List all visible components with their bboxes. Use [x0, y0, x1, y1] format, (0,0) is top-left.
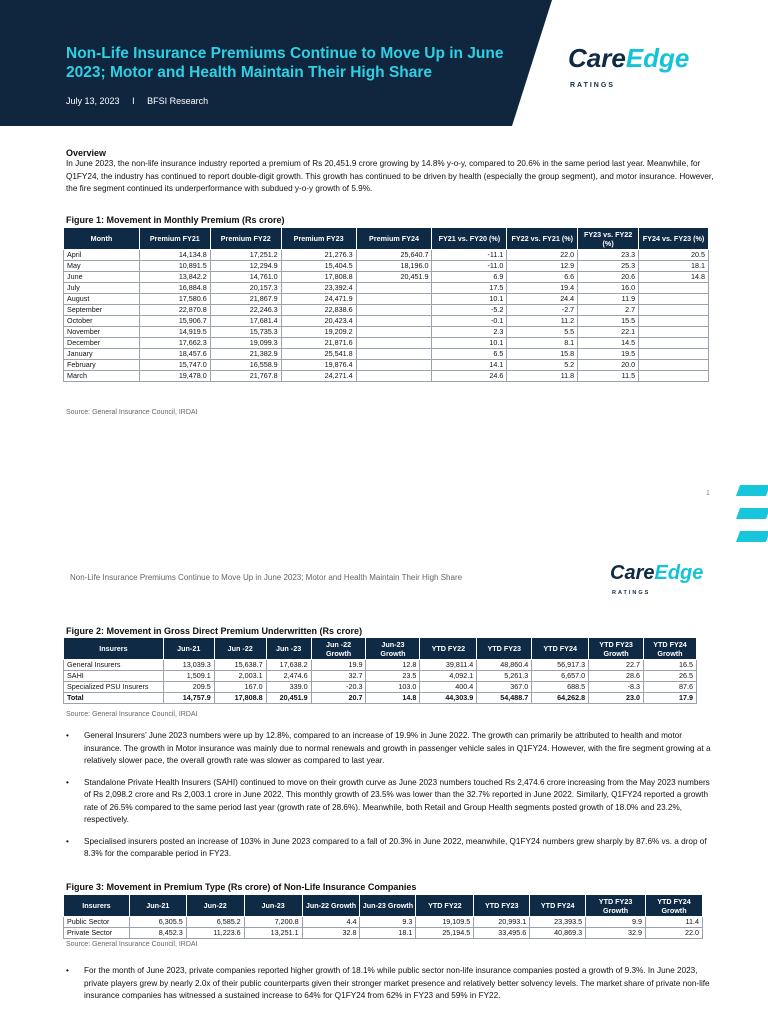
table-cell: 23,393.5: [530, 917, 586, 928]
table-cell: October: [64, 316, 140, 327]
careedge-logo: [610, 563, 703, 603]
table-cell: 167.0: [214, 682, 266, 693]
table-cell: February: [64, 360, 140, 371]
table-cell: 19,209.2: [281, 327, 356, 338]
column-header: YTD FY23 Growth: [589, 638, 644, 660]
table-cell: 22.7: [589, 660, 644, 671]
table-cell: 24.6: [432, 371, 507, 382]
table-cell: 18.1: [639, 261, 709, 272]
table-row: [64, 928, 703, 939]
column-header: Jun -22 Growth: [311, 638, 366, 660]
table-cell: 20,451.9: [266, 693, 311, 704]
logo-edge-text: Edge: [654, 562, 704, 584]
table-cell: [356, 283, 432, 294]
table-row: [64, 305, 709, 316]
table-cell: Public Sector: [64, 917, 130, 928]
table-cell: [639, 371, 709, 382]
table-row: [64, 283, 709, 294]
column-header: Jun-23: [244, 895, 302, 917]
table-cell: 19,478.0: [139, 371, 210, 382]
column-header: YTD FY23 Growth: [586, 895, 646, 917]
column-header: FY22 vs. FY21 (%): [507, 228, 578, 250]
table-cell: [356, 294, 432, 305]
table-cell: 20,993.1: [474, 917, 530, 928]
column-header: YTD FY23: [477, 638, 532, 660]
table-cell: [639, 316, 709, 327]
column-header: Jun-23 Growth: [360, 895, 416, 917]
column-header: YTD FY24 Growth: [644, 638, 697, 660]
table-cell: -8.3: [589, 682, 644, 693]
overview-paragraph: In June 2023, the non-life insurance industry reported a premium of Rs 20,451.9 crore growing by 14.8% y-o-y, compared to 20.6% in the same period last year. Meanwhile, for Q1FY24, the industry has continued to report double-digit growth. This growth has continued to be driven by health (especially the group segment), and motor insurance. However, the fire segment continued its underperformance with subdued y-o-y growth of 5.9%.: [66, 159, 714, 193]
table-cell: [356, 305, 432, 316]
table-cell: Total: [64, 693, 164, 704]
table-cell: 6.5: [432, 349, 507, 360]
table-cell: 14.5: [578, 338, 639, 349]
table-cell: 9.9: [586, 917, 646, 928]
logo-ratings-text: RATINGS: [570, 82, 615, 89]
table-cell: 26.5: [644, 671, 697, 682]
table-cell: 21,382.9: [210, 349, 281, 360]
column-header: Jun-21: [163, 638, 214, 660]
table-cell: 7,200.8: [244, 917, 302, 928]
column-header: Jun-21: [129, 895, 186, 917]
table-row: [64, 261, 709, 272]
column-header: FY24 vs. FY23 (%): [639, 228, 709, 250]
table-cell: 28.6: [589, 671, 644, 682]
table-cell: 48,860.4: [477, 660, 532, 671]
table-cell: 12.8: [366, 660, 420, 671]
column-header: Insurers: [64, 895, 130, 917]
table-cell: 15.8: [507, 349, 578, 360]
table-cell: 16,884.8: [139, 283, 210, 294]
table-cell: 4,092.1: [420, 671, 477, 682]
column-header: YTD FY24: [532, 638, 589, 660]
table-cell: -0.1: [432, 316, 507, 327]
table-cell: 11.2: [507, 316, 578, 327]
logo-care-text: Care: [610, 562, 655, 584]
table-cell: -11.0: [432, 261, 507, 272]
table-row: [64, 360, 709, 371]
table-cell: 25,194.5: [416, 928, 474, 939]
table-cell: 14.1: [432, 360, 507, 371]
table-cell: 367.0: [477, 682, 532, 693]
column-header: Premium FY24: [356, 228, 432, 250]
table-row: [64, 338, 709, 349]
table-cell: 20,451.9: [356, 272, 432, 283]
table-cell: [639, 349, 709, 360]
table-cell: 2.7: [578, 305, 639, 316]
table-cell: 20.0: [578, 360, 639, 371]
table-cell: 14,761.0: [210, 272, 281, 283]
table-cell: 9.3: [360, 917, 416, 928]
table-cell: 16.0: [578, 283, 639, 294]
table-cell: 13,842.2: [139, 272, 210, 283]
column-header: Month: [64, 228, 140, 250]
table-cell: [356, 316, 432, 327]
column-header: Jun -23: [266, 638, 311, 660]
overview-heading: Overview: [66, 148, 107, 158]
table-cell: 14,757.9: [163, 693, 214, 704]
column-header: FY23 vs. FY22 (%): [578, 228, 639, 250]
table-cell: 19.4: [507, 283, 578, 294]
table-cell: [639, 327, 709, 338]
table-cell: 21,276.3: [281, 250, 356, 261]
table-row: [64, 316, 709, 327]
table-cell: 32.7: [311, 671, 366, 682]
table-cell: 44,303.9: [420, 693, 477, 704]
table-row: [64, 250, 709, 261]
table-cell: November: [64, 327, 140, 338]
table-cell: 20.6: [578, 272, 639, 283]
table-cell: 16.5: [644, 660, 697, 671]
table-cell: [639, 283, 709, 294]
table-cell: March: [64, 371, 140, 382]
table-cell: 6,657.0: [532, 671, 589, 682]
table-cell: 15,906.7: [139, 316, 210, 327]
table-cell: 20,423.4: [281, 316, 356, 327]
table-cell: 17,808.8: [281, 272, 356, 283]
table-cell: 13,251.1: [244, 928, 302, 939]
table-cell: 24,271.4: [281, 371, 356, 382]
table-cell: 64,262.8: [532, 693, 589, 704]
figure1-header-row: [64, 228, 709, 250]
decor-stripe: [736, 485, 768, 496]
document-meta: [66, 96, 218, 106]
table-row: [64, 272, 709, 283]
column-header: YTD FY22: [420, 638, 477, 660]
table-cell: 2,003.1: [214, 671, 266, 682]
table-row: [64, 671, 697, 682]
figure1-caption: Figure 1: Movement in Monthly Premium (Rs crore): [66, 215, 285, 225]
table-cell: 5.5: [507, 327, 578, 338]
table-cell: 21,767.8: [210, 371, 281, 382]
table-cell: 19,876.4: [281, 360, 356, 371]
page-number: 1: [706, 490, 710, 497]
figure3-header-row: [64, 895, 703, 917]
table-cell: August: [64, 294, 140, 305]
figure2-caption: Figure 2: Movement in Gross Direct Premium Underwritten (Rs crore): [66, 626, 363, 636]
table-cell: December: [64, 338, 140, 349]
table-cell: 103.0: [366, 682, 420, 693]
table-cell: 21,871.6: [281, 338, 356, 349]
table-cell: 15.5: [578, 316, 639, 327]
table-cell: 21,867.9: [210, 294, 281, 305]
table-cell: 17,580.6: [139, 294, 210, 305]
table-cell: September: [64, 305, 140, 316]
column-header: Premium FY21: [139, 228, 210, 250]
column-header: FY21 vs. FY20 (%): [432, 228, 507, 250]
table-cell: 23.3: [578, 250, 639, 261]
table-cell: 400.4: [420, 682, 477, 693]
running-head: Non-Life Insurance Premiums Continue to Move Up in June 2023; Motor and Health Maintain Their High Share: [70, 573, 463, 582]
table-cell: 22.0: [507, 250, 578, 261]
table-row: [64, 682, 697, 693]
figure1-source: Source: General Insurance Council, IRDAI: [66, 409, 198, 416]
table-row: [64, 349, 709, 360]
table-cell: 19.9: [311, 660, 366, 671]
decor-stripe: [736, 531, 768, 542]
table-cell: 6,305.5: [129, 917, 186, 928]
document-department: BFSI Research: [147, 96, 209, 106]
column-header: YTD FY24: [530, 895, 586, 917]
table-cell: 18,457.6: [139, 349, 210, 360]
table-cell: 13,039.3: [163, 660, 214, 671]
table-cell: 17.9: [644, 693, 697, 704]
table-cell: 24,471.9: [281, 294, 356, 305]
table-cell: 17,662.3: [139, 338, 210, 349]
table-cell: 23,392.4: [281, 283, 356, 294]
meta-separator: I: [132, 96, 135, 106]
table-cell: 39,811.4: [420, 660, 477, 671]
table-cell: 11,223.6: [186, 928, 244, 939]
table-cell: 14.8: [366, 693, 420, 704]
table-cell: 339.0: [266, 682, 311, 693]
table-cell: 17,808.8: [214, 693, 266, 704]
table-row: [64, 294, 709, 305]
logo-edge-text: Edge: [625, 43, 690, 73]
figure2-table: [63, 637, 697, 704]
table-cell: April: [64, 250, 140, 261]
figure3-table: [63, 894, 703, 939]
table-cell: 15,747.0: [139, 360, 210, 371]
table-cell: 1,509.1: [163, 671, 214, 682]
table-cell: 17,681.4: [210, 316, 281, 327]
list-item: • For the month of June 2023, private companies reported higher growth of 18.1% while public sector non-life insurance companies posted a growth of 9.3%. In June 2023, private players grew by nearly 2.0x of their public counterparts given their stronger market presence and relatively better solvency levels. The market share of private non-life insurance companies has witnessed a sustained increase to 64% for Q1FY24 from 62% in FY23 and 59% in FY22.: [66, 965, 716, 1003]
table-cell: 14.8: [639, 272, 709, 283]
table-row: [64, 660, 697, 671]
table-cell: June: [64, 272, 140, 283]
table-cell: 688.5: [532, 682, 589, 693]
table-cell: 12,294.9: [210, 261, 281, 272]
table-cell: 8,452.3: [129, 928, 186, 939]
column-header: Premium FY23: [281, 228, 356, 250]
list-item: • Standalone Private Health Insurers (SAHI) continued to move on their growth curve as June 2023 numbers touched Rs 2,474.6 crore increasing from the May 2023 numbers of Rs 2,098.2 crore and Rs 2,003.1 crore in June 2022. This monthly growth of 23.5% was lower than the 32.7% reported in June 2022. Similarly, Q1FY24 reported a growth rate of 26.5% compared to the same period last year (growth rate of 28.6%). Meanwhile, both Retail and Group Health segments posted growth of 18.0% and 23.2%, respectively.: [66, 777, 716, 827]
table-cell: 4.4: [302, 917, 360, 928]
table-cell: 11.8: [507, 371, 578, 382]
table-cell: 2,474.6: [266, 671, 311, 682]
table-cell: 22,838.6: [281, 305, 356, 316]
table-cell: 2.3: [432, 327, 507, 338]
column-header: Jun-23 Growth: [366, 638, 420, 660]
table-cell: SAHI: [64, 671, 164, 682]
table-cell: 16,558.9: [210, 360, 281, 371]
table-cell: 12.9: [507, 261, 578, 272]
table-cell: 8.1: [507, 338, 578, 349]
table-cell: 24.4: [507, 294, 578, 305]
document-title: Non-Life Insurance Premiums Continue to Move Up in June 2023; Motor and Health Maintain Their High Share: [66, 45, 504, 81]
table-cell: 23.5: [366, 671, 420, 682]
table-cell: [356, 371, 432, 382]
table-cell: 20.7: [311, 693, 366, 704]
table-cell: 6.6: [507, 272, 578, 283]
table-cell: 25.3: [578, 261, 639, 272]
table-row: [64, 917, 703, 928]
table-cell: 40,869.3: [530, 928, 586, 939]
table-cell: -11.1: [432, 250, 507, 261]
figure2-source: Source: General Insurance Council, IRDAI: [66, 711, 198, 718]
table-cell: 15,638.7: [214, 660, 266, 671]
table-cell: [639, 338, 709, 349]
table-cell: 10.1: [432, 338, 507, 349]
table-cell: July: [64, 283, 140, 294]
table-cell: 22,246.3: [210, 305, 281, 316]
table-cell: Specialized PSU Insurers: [64, 682, 164, 693]
table-cell: 25,541.8: [281, 349, 356, 360]
table-cell: -2.7: [507, 305, 578, 316]
table-cell: 11.4: [646, 917, 703, 928]
list-item: • General Insurers’ June 2023 numbers were up by 12.8%, compared to an increase of 19.9% in June 2022. The growth can primarily be attributed to health and motor insurance. The growth in Motor insurance was mainly due to normal renewals and growth in passenger vehicle sales in Q1FY24. However, with the fire segment growing at a relatively slower pace, the overall growth rate was slower as compared to last year.: [66, 730, 716, 768]
table-cell: General Insurers: [64, 660, 164, 671]
table-cell: 54,488.7: [477, 693, 532, 704]
column-header: Jun-22: [186, 895, 244, 917]
table-cell: [356, 360, 432, 371]
column-header: Premium FY22: [210, 228, 281, 250]
table-cell: [356, 327, 432, 338]
table-cell: 14,919.5: [139, 327, 210, 338]
table-cell: [639, 360, 709, 371]
table-row: [64, 371, 709, 382]
table-cell: [356, 338, 432, 349]
bullet-list-1: [66, 730, 716, 870]
table-cell: 19,109.5: [416, 917, 474, 928]
table-cell: 6.9: [432, 272, 507, 283]
column-header: YTD FY24 Growth: [646, 895, 703, 917]
table-cell: 6,585.2: [186, 917, 244, 928]
table-cell: [639, 294, 709, 305]
document-date: July 13, 2023: [66, 96, 120, 106]
table-cell: 22.1: [578, 327, 639, 338]
figure3-caption: Figure 3: Movement in Premium Type (Rs crore) of Non-Life Insurance Companies: [66, 882, 417, 892]
column-header: Insurers: [64, 638, 164, 660]
table-cell: 5,261.3: [477, 671, 532, 682]
table-cell: 22,870.8: [139, 305, 210, 316]
column-header: YTD FY23: [474, 895, 530, 917]
table-cell: 32.8: [302, 928, 360, 939]
column-header: Jun-22 Growth: [302, 895, 360, 917]
table-cell: 14,134.8: [139, 250, 210, 261]
bullet-list-2: [66, 965, 716, 1012]
figure3-source: Source: General Insurance Council, IRDAI: [66, 941, 198, 948]
table-cell: 10,891.5: [139, 261, 210, 272]
careedge-logo: [568, 45, 689, 99]
column-header: YTD FY22: [416, 895, 474, 917]
decor-stripe: [736, 508, 768, 519]
table-cell: 15,404.5: [281, 261, 356, 272]
table-cell: Private Sector: [64, 928, 130, 939]
table-cell: 32.9: [586, 928, 646, 939]
logo-ratings-text: RATINGS: [612, 590, 651, 596]
list-item: • Specialised insurers posted an increase of 103% in June 2023 compared to a fall of 20.3% in June 2022, meanwhile, Q1FY24 numbers grew sharply by 87.6% vs. a drop of 8.3% for the comparable period in FY23.: [66, 836, 716, 861]
column-header: Jun -22: [214, 638, 266, 660]
table-cell: 25,640.7: [356, 250, 432, 261]
table-cell: -5.2: [432, 305, 507, 316]
logo-care-text: Care: [568, 43, 626, 73]
total-row: [64, 693, 697, 704]
figure1-table: [63, 227, 709, 382]
table-cell: 23.0: [589, 693, 644, 704]
table-cell: 33,495.6: [474, 928, 530, 939]
table-cell: 87.6: [644, 682, 697, 693]
table-cell: 5.2: [507, 360, 578, 371]
table-cell: 15,735.3: [210, 327, 281, 338]
table-cell: January: [64, 349, 140, 360]
table-cell: 19,099.3: [210, 338, 281, 349]
table-cell: [639, 305, 709, 316]
table-cell: 17,251.2: [210, 250, 281, 261]
table-cell: 11.5: [578, 371, 639, 382]
table-cell: 209.5: [163, 682, 214, 693]
table-cell: -20.3: [311, 682, 366, 693]
table-cell: 18.1: [360, 928, 416, 939]
figure2-header-row: [64, 638, 697, 660]
table-cell: [356, 349, 432, 360]
table-cell: 11.9: [578, 294, 639, 305]
table-row: [64, 327, 709, 338]
table-cell: 22.0: [646, 928, 703, 939]
table-cell: May: [64, 261, 140, 272]
table-cell: 17,638.2: [266, 660, 311, 671]
table-cell: 19.5: [578, 349, 639, 360]
table-cell: 20,157.3: [210, 283, 281, 294]
table-cell: 20.5: [639, 250, 709, 261]
table-cell: 17.5: [432, 283, 507, 294]
table-cell: 56,917.3: [532, 660, 589, 671]
table-cell: 18,196.0: [356, 261, 432, 272]
table-cell: 10.1: [432, 294, 507, 305]
